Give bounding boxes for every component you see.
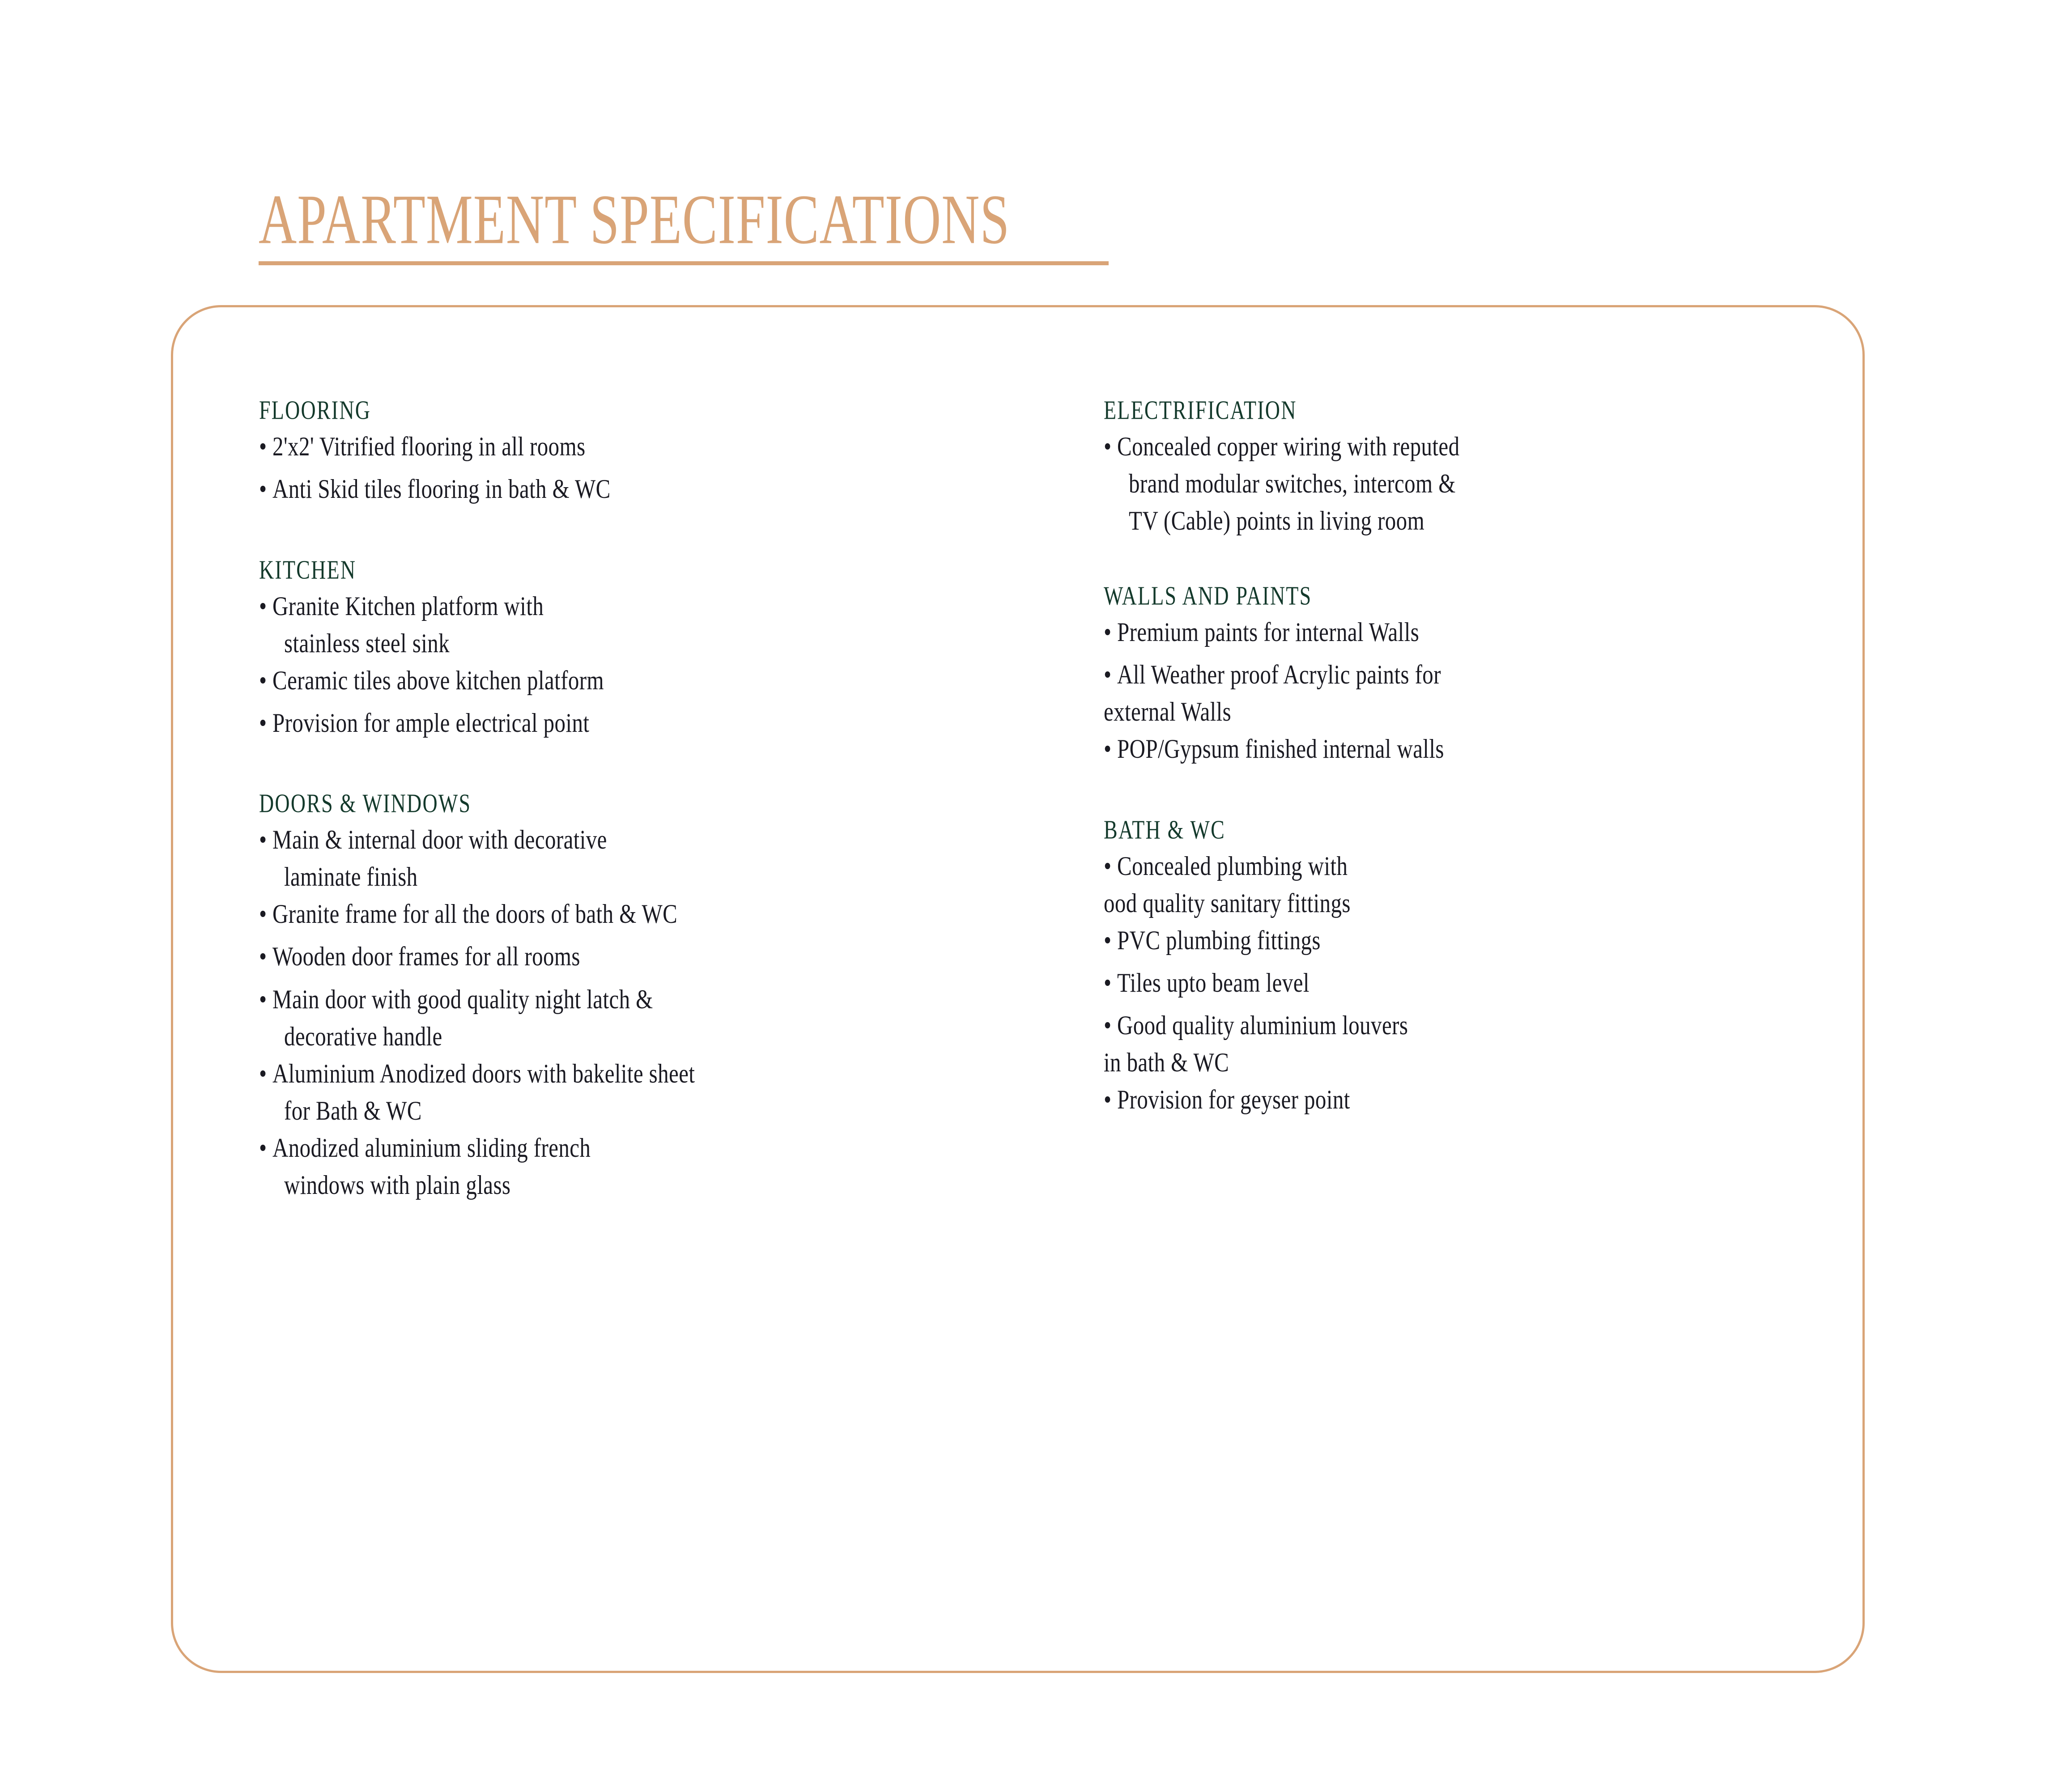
bullet-dot-icon: •: [1104, 925, 1112, 955]
section-heading-flooring: FLOORING: [259, 395, 371, 425]
bullet-dot-icon: •: [259, 474, 267, 504]
spec-list-item: [1104, 850, 1802, 918]
bullet-list: [259, 433, 1046, 518]
spec-item-text: [272, 431, 1046, 462]
spec-item-text: [1104, 1010, 1802, 1078]
bullet-dot-icon: •: [259, 431, 267, 462]
spec-item-line-continuation: decorative handle: [284, 1020, 442, 1051]
bullet-dot-icon: •: [1104, 734, 1112, 764]
spec-item-line-continuation: windows with plain glass: [284, 1169, 511, 1200]
spec-item-line-primary: Tiles upto beam level: [1117, 967, 1309, 998]
spec-list-item: [259, 709, 1046, 736]
bullet-dot-icon: •: [259, 941, 267, 972]
specifications-column-left: [259, 397, 1046, 1208]
spec-list-item: [259, 943, 1046, 970]
bullet-list: [1104, 433, 1802, 544]
spec-list-item: [259, 475, 1046, 502]
section-electrification: [1104, 397, 1802, 544]
bullet-dot-icon: •: [1104, 1084, 1112, 1115]
spec-item-line-primary: Main & internal door with decorative: [272, 824, 607, 855]
spec-item-text: [1104, 850, 1802, 918]
spec-item-line-primary: Good quality aluminium louvers: [1117, 1010, 1408, 1040]
spec-item-line-continuation: stainless steel sink: [284, 627, 450, 658]
section-kitchen: [259, 556, 1046, 752]
page-title: APARTMENT SPECIFICATIONS: [259, 180, 1010, 259]
specifications-column-right: [1104, 397, 1802, 1128]
spec-item-text: [272, 941, 1046, 972]
spec-item-text: [1117, 967, 1802, 998]
bullet-dot-icon: •: [259, 1058, 267, 1088]
spec-item-text: [272, 664, 1046, 695]
spec-item-line-primary: Granite frame for all the doors of bath & WC: [272, 898, 678, 929]
list-item-spacer: [259, 739, 1046, 752]
spec-item-line-primary: Provision for geyser point: [1117, 1084, 1350, 1115]
spec-item-text: [1104, 659, 1802, 727]
list-item-spacer: [1104, 1116, 1802, 1128]
spec-item-text: [272, 590, 1046, 658]
spec-list-item: [1104, 659, 1802, 727]
spec-item-line-primary: Granite Kitchen platform with: [272, 590, 544, 621]
spec-list-item: [259, 590, 1046, 658]
spec-item-line-primary: Concealed plumbing with: [1117, 850, 1348, 881]
spec-item-line-continuation: for Bath & WC: [284, 1095, 422, 1125]
bullet-list: [1104, 618, 1802, 778]
section-flooring: [259, 397, 1046, 518]
bullet-list: [259, 592, 1046, 752]
spec-item-line-continuation: in bath & WC: [1104, 1047, 1229, 1078]
spec-item-line-primary: Wooden door frames for all rooms: [272, 941, 580, 972]
list-item-spacer: [1104, 765, 1802, 778]
spec-item-text: [272, 1132, 1046, 1200]
spec-item-line-primary: POP/Gypsum finished internal walls: [1117, 733, 1444, 764]
spec-list-item: [259, 433, 1046, 460]
bullet-dot-icon: •: [259, 665, 267, 695]
spec-list-item: [259, 983, 1046, 1051]
spec-item-text: [1117, 924, 1802, 955]
spec-item-text: [272, 824, 1046, 892]
spec-item-line-primary: Provision for ample electrical point: [272, 707, 590, 738]
spec-list-item: [259, 824, 1046, 892]
bullet-dot-icon: •: [259, 590, 267, 621]
bullet-list: [259, 826, 1046, 1208]
specifications-card: [171, 305, 1865, 1673]
spec-list-item: [1104, 618, 1802, 645]
page-title-block: [259, 180, 1118, 259]
spec-item-line-primary: Ceramic tiles above kitchen platform: [272, 664, 604, 695]
spec-item-text: [272, 707, 1046, 738]
spec-list-item: [259, 1132, 1046, 1200]
spec-list-item: [1104, 969, 1802, 996]
section-heading-kitchen: KITCHEN: [259, 554, 357, 584]
list-item-spacer: [259, 505, 1046, 518]
spec-item-line-primary: Premium paints for internal Walls: [1117, 616, 1420, 647]
spec-item-line-continuation: laminate finish: [284, 861, 418, 892]
bullet-dot-icon: •: [1104, 1010, 1112, 1040]
section-heading-electrification: ELECTRIFICATION: [1104, 395, 1297, 425]
spec-list-item: [1104, 431, 1802, 536]
spec-item-text: [1117, 431, 1802, 536]
bullet-dot-icon: •: [1104, 431, 1112, 462]
spec-item-line-primary: PVC plumbing fittings: [1117, 924, 1321, 955]
spec-item-line-primary: Concealed copper wiring with reputed: [1117, 431, 1460, 462]
spec-item-line-primary: Main door with good quality night latch &: [272, 983, 653, 1014]
spec-item-line-continuation: external Walls: [1104, 696, 1232, 727]
spec-item-line-primary: All Weather proof Acrylic paints for: [1117, 659, 1441, 690]
spec-list-item: [259, 1057, 1046, 1125]
bullet-dot-icon: •: [259, 824, 267, 855]
section-heading-bath-and-wc: BATH & WC: [1104, 814, 1225, 844]
section-heading-doors-and-windows: DOORS & WINDOWS: [259, 788, 472, 818]
title-underline-rule: [259, 261, 1109, 265]
bullet-dot-icon: •: [1104, 850, 1112, 881]
spec-list-item: [259, 664, 1046, 695]
section-heading-walls-and-paints: WALLS AND PAINTS: [1104, 581, 1312, 611]
spec-item-text: [272, 1057, 1046, 1125]
bullet-dot-icon: •: [1104, 616, 1112, 647]
spec-list-item: [259, 900, 1046, 927]
spec-item-text: [1117, 733, 1802, 764]
bullet-dot-icon: •: [259, 707, 267, 738]
spec-item-line-continuation: brand modular switches, intercom &: [1129, 468, 1456, 499]
spec-list-item: [1104, 1086, 1802, 1113]
section-bath-and-wc: [1104, 816, 1802, 1129]
spec-item-line-primary: 2'x2' Vitrified flooring in all rooms: [272, 431, 586, 462]
spec-item-text: [1117, 616, 1802, 647]
bullet-dot-icon: •: [259, 984, 267, 1014]
spec-list-item: [1104, 926, 1802, 954]
spec-item-line-continuation: TV (Cable) points in living room: [1129, 505, 1425, 536]
spec-list-item: [1104, 1010, 1802, 1078]
bullet-list: [1104, 852, 1802, 1129]
spec-item-line-continuation: ood quality sanitary fittings: [1104, 887, 1351, 918]
spec-item-text: [272, 473, 1046, 504]
section-walls-and-paints: [1104, 582, 1802, 778]
spec-item-text: [1117, 1084, 1802, 1115]
bullet-dot-icon: •: [259, 1132, 267, 1163]
section-doors-and-windows: [259, 790, 1046, 1208]
spec-item-text: [272, 898, 1046, 929]
spec-item-line-primary: Anodized aluminium sliding french: [272, 1132, 591, 1163]
spec-item-line-primary: Aluminium Anodized doors with bakelite sheet: [272, 1057, 695, 1088]
bullet-dot-icon: •: [259, 898, 267, 929]
spec-item-line-primary: Anti Skid tiles flooring in bath & WC: [272, 473, 611, 504]
bullet-dot-icon: •: [1104, 659, 1112, 690]
bullet-dot-icon: •: [1104, 967, 1112, 998]
spec-list-item: [1104, 735, 1802, 762]
spec-item-text: [272, 983, 1046, 1051]
